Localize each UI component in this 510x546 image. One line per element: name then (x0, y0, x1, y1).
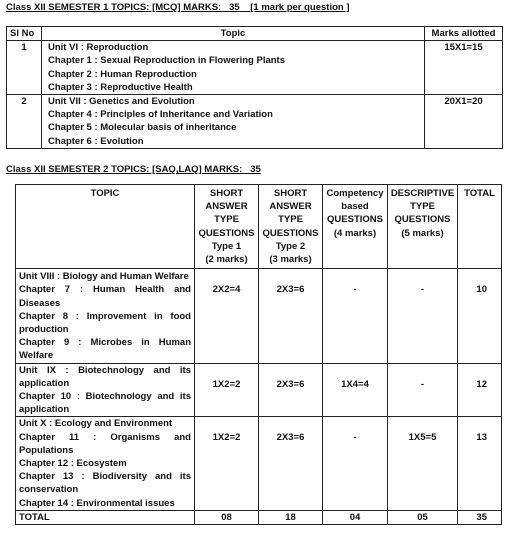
descriptive-cell: - (388, 363, 458, 417)
header-line: TYPE (278, 214, 303, 226)
short-answer-type-1-cell: 1X2=2 (195, 363, 259, 417)
header-line: based (341, 201, 369, 213)
header-line: QUESTIONS (198, 227, 255, 239)
semester-2-title: Class XII SEMESTER 2 TOPICS: [SAQ,LAQ] MARKS: (6, 164, 243, 175)
topic-line: Chapter 4 : Principles of Inheritance and Variation (48, 109, 273, 121)
competency-cell: 1X4=4 (323, 363, 388, 417)
header-line: (3 marks) (269, 254, 312, 266)
descriptive-cell: 1X5=5 (388, 417, 458, 510)
total-column-header (458, 185, 502, 269)
semester-2-heading (6, 163, 261, 176)
semester-1-note: [1 mark per question ] (250, 2, 350, 13)
marks-cell: 20X1=20 (425, 95, 503, 149)
header-line: SHORT (273, 188, 308, 199)
topic-line: Chapter 13 : Biodiversity and its conservation (19, 471, 191, 496)
topic-line: Unit X : Ecology and Environment (19, 418, 173, 430)
topic-line: Chapter 3 : Reproductive Health (48, 81, 193, 93)
table-row (16, 269, 502, 363)
marks-allotted-header: Marks allotted (425, 27, 503, 41)
sl-no-header: Sl No (7, 27, 42, 41)
topic-cell (16, 269, 195, 363)
topic-line: Chapter 11 : Organisms and Populations (19, 431, 191, 456)
topic-header: Topic (42, 27, 425, 41)
grand-total: 35 (458, 510, 502, 524)
header-line: (4 marks) (333, 227, 377, 239)
header-line: QUESTIONS (394, 214, 451, 226)
total-cell: 13 (458, 417, 502, 510)
semester-1-table (6, 26, 503, 149)
topic-cell (42, 41, 425, 95)
marks-cell: 15X1=15 (425, 41, 503, 95)
short-answer-type-1-cell: 2X2=4 (195, 269, 259, 363)
short-answer-type-2-cell: 2X3=6 (259, 363, 323, 417)
topic-line: Chapter 12 : Ecosystem (19, 458, 127, 470)
semester-2-header-row (16, 185, 502, 269)
topic-line: Unit IX : Biotechnology and its application (19, 364, 191, 389)
sl-no-cell: 1 (7, 41, 42, 95)
semester-1-marks: 35 (229, 2, 240, 13)
table-row (16, 363, 502, 417)
topic-column-header (16, 185, 195, 269)
topic-line: Chapter 7 : Human Health and Diseases (19, 284, 191, 309)
total-header-text: TOTAL (464, 188, 495, 199)
semester-1-header-row (7, 27, 503, 41)
semester-2-table (15, 184, 502, 525)
sl-no-cell: 2 (7, 95, 42, 149)
topic-line: Chapter 1 : Sexual Reproduction in Flowering Plants (48, 55, 286, 67)
descriptive-cell: - (388, 269, 458, 363)
table-row (7, 95, 503, 149)
header-line: Competency (326, 188, 384, 199)
header-line: (2 marks) (205, 254, 248, 266)
short-answer-type-2-cell: 2X3=6 (259, 269, 323, 363)
header-line: ANSWER (269, 201, 312, 213)
total-competency: 04 (323, 510, 388, 524)
short-answer-type-2-header (259, 185, 323, 269)
table-row (7, 41, 503, 95)
short-answer-type-1-cell: 1X2=2 (195, 417, 259, 510)
short-answer-type-2-cell: 2X3=6 (259, 417, 323, 510)
header-line: QUESTIONS (327, 214, 383, 226)
descriptive-type-header (388, 185, 458, 269)
header-line: TYPE (214, 214, 239, 226)
topic-line: Chapter 9 : Microbes in Human Welfare (19, 337, 191, 362)
header-line: SHORT (209, 188, 244, 199)
topic-cell (16, 363, 195, 417)
topic-line: Unit VIII : Biology and Human Welfare (19, 271, 189, 283)
topic-line: Unit VI : Reproduction (48, 42, 149, 54)
topic-cell (16, 417, 195, 510)
short-answer-type-1-header (195, 185, 259, 269)
header-line: QUESTIONS (262, 227, 319, 239)
header-line: TYPE (410, 201, 435, 213)
total-cell: 12 (458, 363, 502, 417)
topic-line: Chapter 5 : Molecular basis of inheritance (48, 122, 237, 134)
total-row (16, 510, 502, 524)
total-cell: 10 (458, 269, 502, 363)
topic-line: Chapter 6 : Evolution (48, 135, 144, 147)
semester-1-heading (6, 1, 350, 14)
total-short-answer-type-2: 18 (259, 510, 323, 524)
total-descriptive: 05 (388, 510, 458, 524)
header-line: DESCRIPTIVE (390, 188, 455, 199)
topic-line: Chapter 14 : Environmental issues (19, 497, 175, 509)
topic-cell (42, 95, 425, 149)
topic-line: Unit VII : Genetics and Evolution (48, 96, 195, 108)
semester-1-title: Class XII SEMESTER 1 TOPICS: [MCQ] MARKS: (6, 2, 222, 13)
competency-based-header (323, 185, 388, 269)
header-line: ANSWER (205, 201, 248, 213)
header-line: Type 2 (275, 240, 306, 252)
header-line: Type 1 (211, 240, 242, 252)
total-row-label: TOTAL (16, 510, 195, 524)
topic-line: Chapter 2 : Human Reproduction (48, 68, 197, 80)
competency-cell: - (323, 269, 388, 363)
header-line: (5 marks) (401, 227, 444, 239)
total-short-answer-type-1: 08 (195, 510, 259, 524)
table-row (16, 417, 502, 510)
competency-cell: - (323, 417, 388, 510)
topic-line: Chapter 10 : Biotechnology and its application (19, 391, 191, 416)
topic-header-text: TOPIC (90, 188, 120, 199)
topic-line: Chapter 8 : Improvement in food production (19, 310, 191, 336)
semester-2-marks: 35 (250, 164, 261, 175)
